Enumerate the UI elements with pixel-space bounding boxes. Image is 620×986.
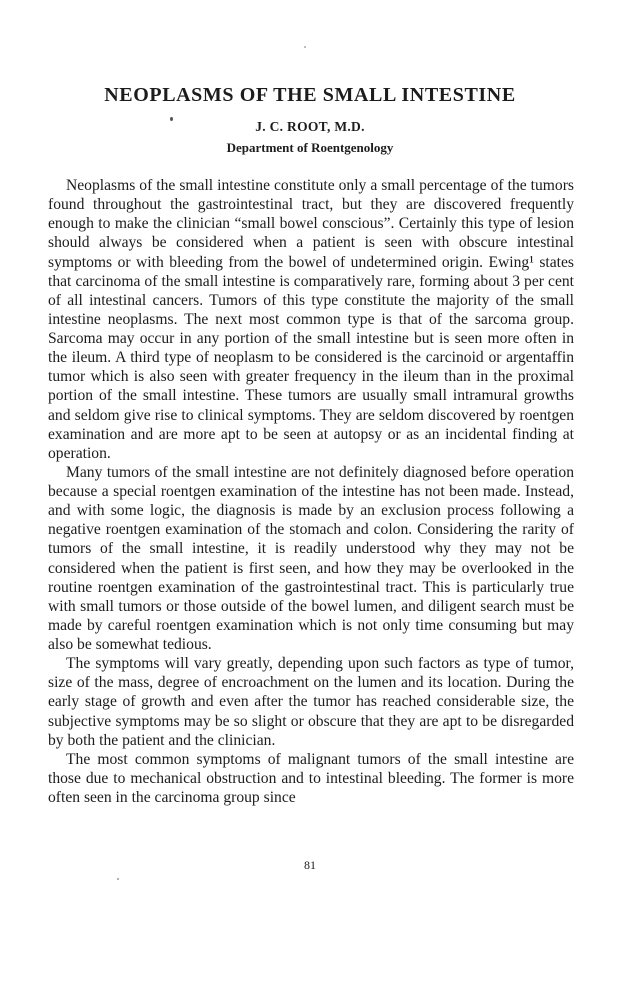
print-speck — [304, 46, 306, 48]
paragraph: The most common symptoms of malignant tumors of the small intestine are those due to mechanical obstruction and to intestinal bleeding. The former is more often seen in the carcinoma group since — [48, 750, 574, 806]
paragraph: Neoplasms of the small intestine constitute only a small percentage of the tumors found throughout the gastrointestinal tract, but they are discovered frequently enough to make the clinician “small bowel conscious”. Certainly this type of lesion should always be considered when a patient is seen with obscure intestinal symptoms or with bleeding from the bowel of undetermined origin. Ewing¹ states that carcinoma of the small intestine is comparatively rare, forming about 3 per cent of all intestinal cancers. Tumors of this type constitute the majority of the small intestine neoplasms. The next most common type is that of the sarcoma group. Sarcoma may occur in any portion of the small intestine but is seen more often in the ileum. A third type of neoplasm to be considered is the carcinoid or argentaffin tumor which is also seen with greater frequency in the ileum than in the proximal portion of the small intestine. These tumors are usually small intramural growths and seldom give rise to clinical symptoms. They are seldom discovered by roentgen examination and are more apt to be seen at autopsy or as an incidental finding at operation. — [48, 177, 574, 462]
article-body — [48, 176, 574, 807]
print-speck — [170, 117, 173, 121]
page-number: 81 — [304, 858, 316, 872]
article-author: J. C. ROOT, M.D. — [255, 119, 365, 134]
print-speck — [117, 878, 119, 880]
article-title: NEOPLASMS OF THE SMALL INTESTINE — [104, 84, 516, 106]
author-department: Department of Roentgenology — [226, 140, 394, 155]
paragraph: Many tumors of the small intestine are not definitely diagnosed before operation because a special roentgen examination of the intestine has not been made. Instead, and with some logic, the diagnosis is made by an exclusion process following a negative roentgen examination of the stomach and colon. Considering the rarity of tumors of the small intestine, it is readily understood why they may not be considered when the patient is first seen, and how they may be overlooked in the routine roentgen examination of the gastrointestinal tract. This is particularly true with small tumors or those outside of the bowel lumen, and diligent search must be made by careful roentgen examination which is not only time consuming but may also be somewhat tedious. — [48, 463, 574, 653]
paragraph: The symptoms will vary greatly, depending upon such factors as type of tumor, size of the mass, degree of encroachment on the lumen and its location. During the early stage of growth and even after the tumor has reached considerable size, the subjective symptoms may be so slight or obscure that they are apt to be disregarded by both the patient and the clinician. — [48, 655, 574, 749]
